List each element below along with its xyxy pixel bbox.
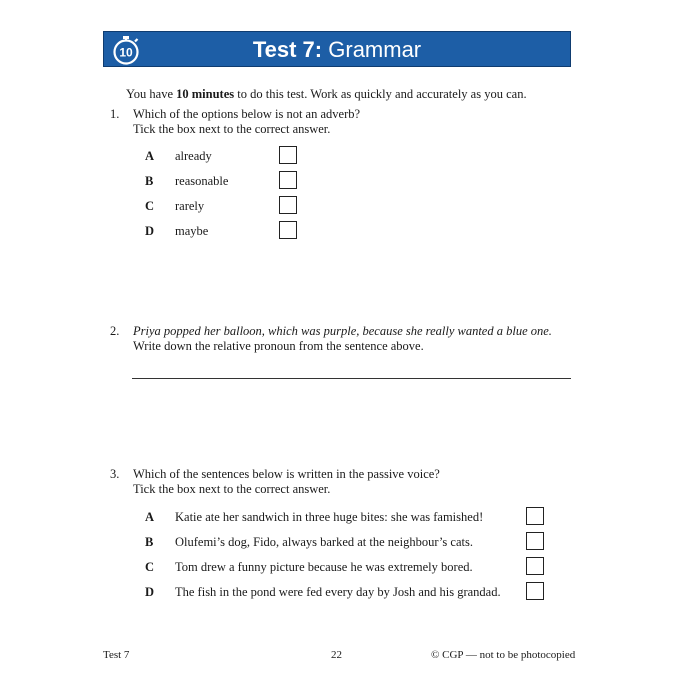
question-2-number: 2. [110,324,120,338]
q3-option-c-checkbox[interactable] [526,557,544,575]
q1-option-a-text: already [175,149,212,163]
question-2-sentence: Priya popped her balloon, which was purple, because she really wanted a blue one. [133,324,552,338]
q3-option-c-letter: C [145,560,155,574]
q3-option-a-checkbox[interactable] [526,507,544,525]
timer-value: 10 [119,45,133,60]
page-title-rest: Grammar [328,37,422,62]
question-2-instruction: Write down the relative pronoun from the sentence above. [133,339,424,353]
q1-option-b-text: reasonable [175,174,229,188]
q1-option-c-text: rarely [175,199,205,213]
question-1-prompt: Which of the options below is not an adverb? [133,107,361,121]
question-1-number: 1. [110,107,120,121]
q1-option-a-letter: A [145,149,155,163]
q3-option-b-letter: B [145,535,154,549]
q1-option-d-text: maybe [175,224,209,238]
footer-copyright: © CGP — not to be photocopied [431,649,576,661]
question-3-number: 3. [110,467,120,481]
question-3-instruction: Tick the box next to the correct answer. [133,482,331,496]
q3-option-d-checkbox[interactable] [526,582,544,600]
question-1-instruction: Tick the box next to the correct answer. [133,122,331,136]
q1-option-b-letter: B [145,174,154,188]
intro-time-limit: 10 minutes [176,87,235,101]
footer-page-number: 22 [331,649,342,661]
q3-option-d-text: The fish in the pond were fed every day by Josh and his grandad. [175,585,501,599]
q3-option-c-text: Tom drew a funny picture because he was extremely bored. [175,560,473,574]
question-2-answer-line[interactable] [132,378,571,379]
question-3-prompt: Which of the sentences below is written in the passive voice? [133,467,440,481]
q3-option-a-letter: A [145,510,155,524]
footer-test-label: Test 7 [103,649,130,661]
q1-option-c-checkbox[interactable] [279,196,297,214]
q1-option-d-letter: D [145,224,155,238]
q1-option-b-checkbox[interactable] [279,171,297,189]
intro-text [126,86,527,102]
q1-option-a-checkbox[interactable] [279,146,297,164]
page-title [104,35,570,65]
q3-option-d-letter: D [145,585,155,599]
page-title-bold: Test 7: [252,37,323,62]
intro-after: to do this test. Work as quickly and accurately as you can. [234,87,527,101]
q3-option-b-checkbox[interactable] [526,532,544,550]
q1-option-c-letter: C [145,199,155,213]
test-header-banner [103,31,571,67]
intro-before: You have [126,87,177,101]
q1-option-d-checkbox[interactable] [279,221,297,239]
q3-option-b-text: Olufemi’s dog, Fido, always barked at the neighbour’s cats. [175,535,473,549]
q3-option-a-text: Katie ate her sandwich in three huge bites: she was famished! [175,510,484,524]
